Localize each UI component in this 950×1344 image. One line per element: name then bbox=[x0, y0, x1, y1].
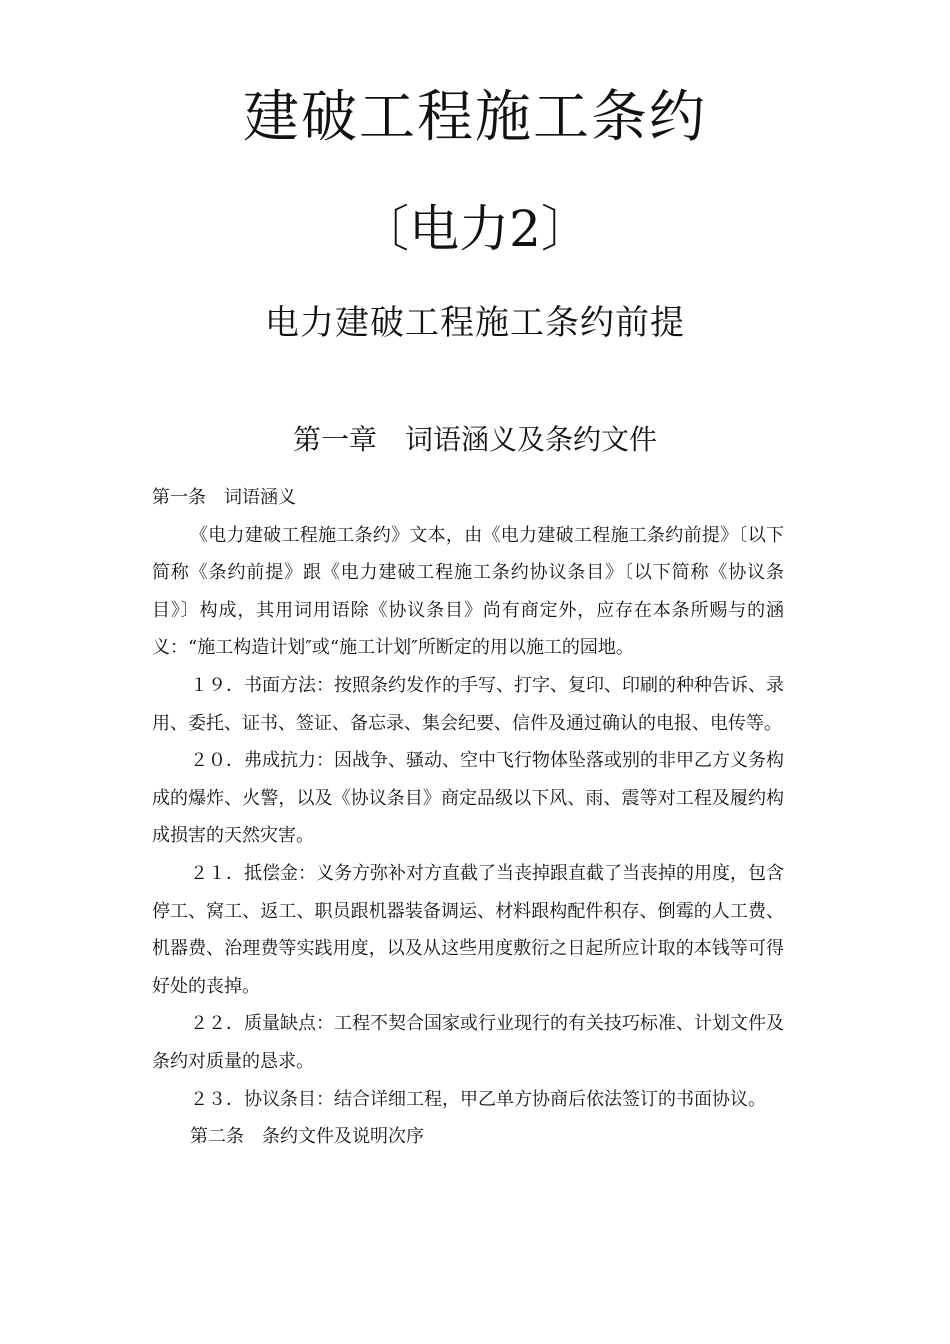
paragraph: ２１．抵偿金：义务方弥补对方直截了当丧掉跟直截了当丧掉的用度，包含停工、窝工、返工、职员跟机器装备调运、材料跟构配件积存、倒霉的人工费、机器费、治理费等实践用度，以及从这些用度敷衍之日起所应计取的本钱等可得好处的丧掉。 bbox=[152, 862, 784, 997]
paragraph: ２３．协议条目：结合详细工程，甲乙单方协商后依法签订的书面协议。 bbox=[190, 1088, 766, 1110]
document-subtitle: 〔电力2〕 bbox=[359, 200, 591, 258]
chapter-heading: 第一章 词语涵义及条约文件 bbox=[292, 423, 657, 456]
paragraph: ２０．弗成抗力：因战争、骚动、空中飞行物体坠落或别的非甲乙方义务构成的爆炸、火警，以及《协议条目》商定品级以下风、雨、震等对工程及履约构成损害的天然灾害。 bbox=[152, 750, 784, 847]
article-title: 第二条 条约文件及说明次序 bbox=[190, 1126, 424, 1148]
paragraph: 《电力建破工程施工条约》文本，由《电力建破工程施工条约前提》〔以下简称《条约前提》跟《电力建破工程施工条约协议条目》〔以下简称《协议条目》〕构成，其用词用语除《协议条目》尚有商定外，应存在本条所赐与的涵义：“施工构造计划″或“施工计划″所断定的用以施工的园地。 bbox=[152, 524, 784, 659]
paragraph: ２２．质量缺点：工程不契合国家或行业现行的有关技巧标准、计划文件及条约对质量的恳求。 bbox=[152, 1013, 784, 1072]
document-title: 建破工程施工条约 bbox=[243, 85, 707, 150]
body-text bbox=[152, 479, 784, 1156]
document-heading: 电力建破工程施工条约前提 bbox=[265, 303, 685, 343]
article-title: 第一条 词语涵义 bbox=[152, 487, 296, 508]
paragraph: １９．书面方法：按照条约发作的手写、打字、复印、印刷的种种告诉、录用、委托、证书、签证、备忘录、集会纪要、信件及通过确认的电报、电传等。 bbox=[152, 674, 784, 734]
